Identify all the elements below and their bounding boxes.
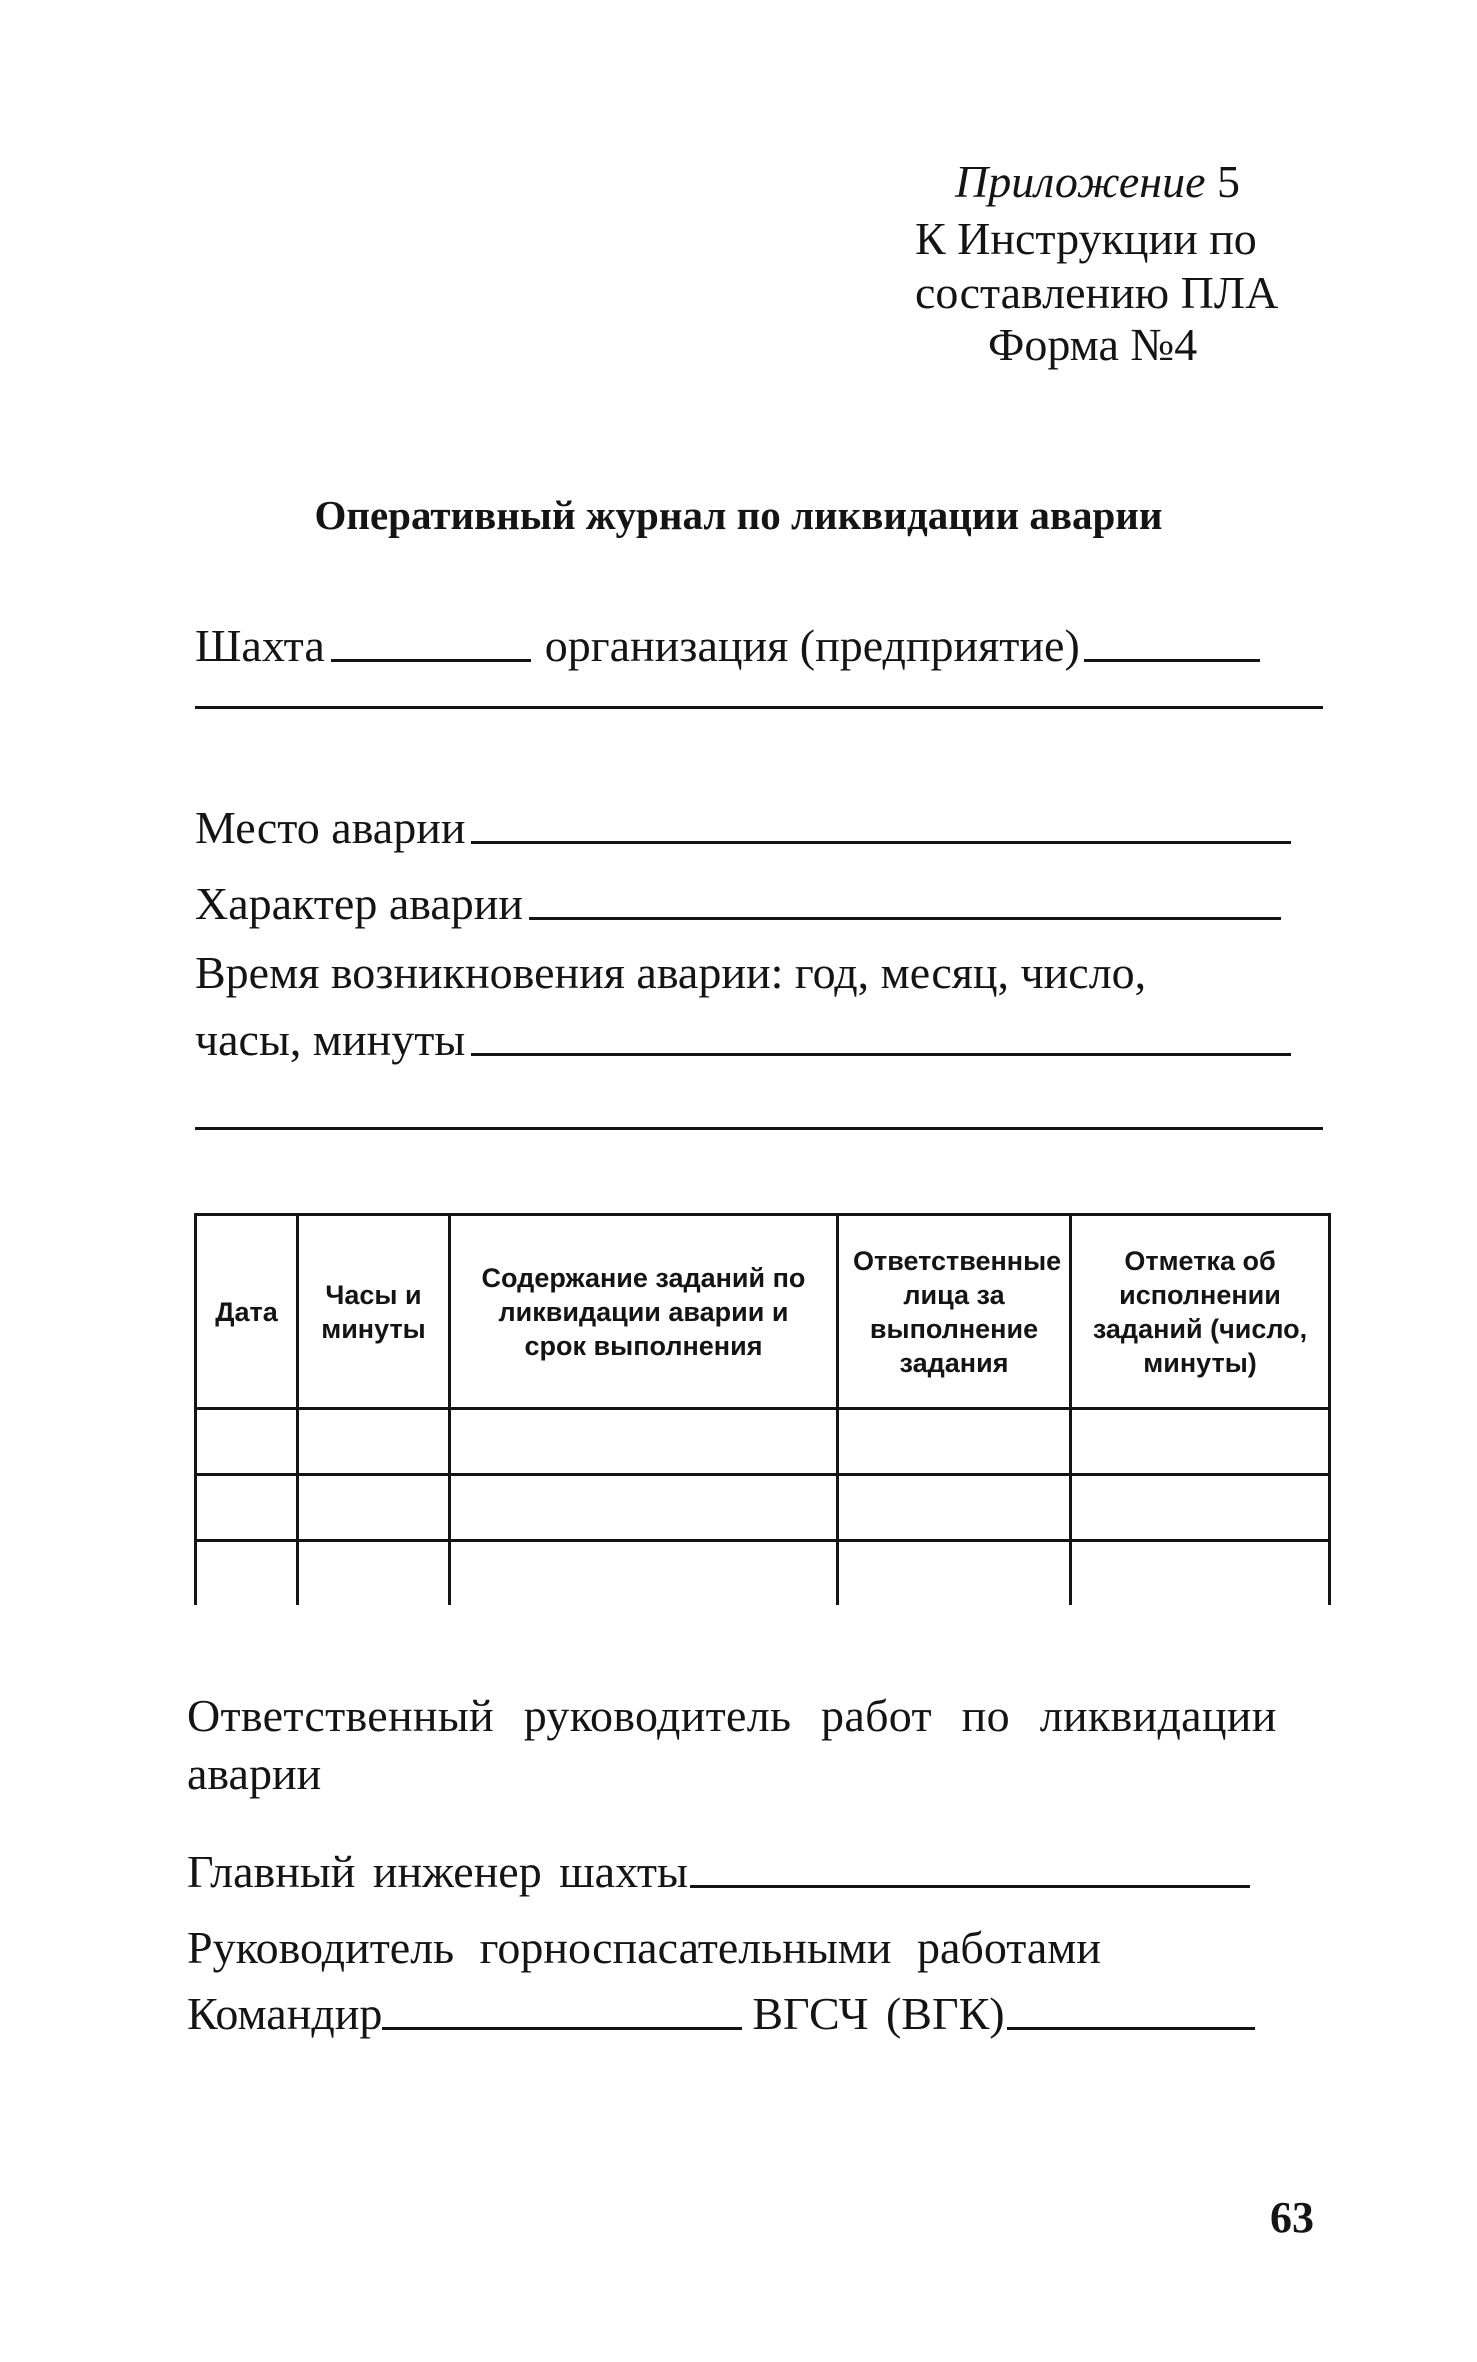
vgsch-label: ВГСЧ (ВГК) [752, 1988, 1005, 2039]
table-cell[interactable] [298, 1409, 450, 1475]
place-label: Место аварии [195, 802, 466, 853]
page-number: 63 [1270, 2193, 1314, 2242]
form-number: Форма №4 [988, 319, 1198, 370]
table-cell[interactable] [450, 1541, 838, 1606]
rescue-head-line: Руководитель горноспасательными работами [187, 1922, 1102, 1973]
instruction-ref-line: К Инструкции по [915, 213, 1257, 264]
col-time-header: Часы и минуты [298, 1215, 450, 1409]
org-blank [1084, 659, 1260, 662]
table-cell[interactable] [450, 1409, 838, 1475]
col-responsible-header: Ответственные лица за выполнение задания [838, 1215, 1071, 1409]
table-row [196, 1475, 1330, 1541]
table-row [196, 1541, 1330, 1606]
nature-blank [529, 917, 1281, 920]
commander-label: Командир [187, 1988, 383, 2039]
table-cell[interactable] [838, 1409, 1071, 1475]
log-table [194, 1213, 1331, 1605]
time-blank [471, 1053, 1291, 1056]
commander-line [187, 1986, 1255, 2042]
page-title: Оперативный журнал по ликвидации аварии [314, 492, 1163, 538]
table-cell[interactable] [298, 1475, 450, 1541]
commander-blank [382, 2027, 742, 2030]
chief-engineer-blank [690, 1885, 1250, 1888]
mine-blank [331, 659, 531, 662]
table-header-row [196, 1215, 1330, 1409]
table-cell[interactable] [450, 1475, 838, 1541]
responsible-line-1: Ответственный руководитель работ по ликвидации [187, 1690, 1277, 1741]
appendix-heading [955, 155, 1240, 209]
nature-line [195, 876, 1281, 932]
appendix-label: Приложение [955, 156, 1206, 207]
time-line-2 [195, 1012, 1291, 1068]
responsible-line-2: аварии [187, 1748, 322, 1799]
instruction-ref-line-2: составлению ПЛА [915, 267, 1279, 318]
table-cell[interactable] [1071, 1541, 1330, 1606]
mine-label: Шахта [195, 620, 325, 671]
vgsch-blank [1007, 2027, 1255, 2030]
place-blank [471, 841, 1291, 844]
chief-engineer-label: Главный инженер шахты [187, 1846, 688, 1897]
nature-label: Характер аварии [195, 878, 523, 929]
col-date-header: Дата [196, 1215, 298, 1409]
chief-engineer-line [187, 1844, 1250, 1900]
org-label: организация (предприятие) [544, 620, 1080, 671]
time-label-2: часы, минуты [195, 1014, 466, 1065]
table-cell[interactable] [838, 1475, 1071, 1541]
table-cell[interactable] [196, 1541, 298, 1606]
place-line [195, 800, 1291, 856]
table-cell[interactable] [298, 1541, 450, 1606]
table-cell[interactable] [196, 1475, 298, 1541]
time-label-1: Время возникновения аварии: год, месяц, число, [195, 947, 1147, 998]
mine-org-line [195, 618, 1260, 674]
table-row [196, 1409, 1330, 1475]
time-line-1 [195, 945, 1146, 1001]
table-cell[interactable] [196, 1409, 298, 1475]
appendix-number: 5 [1217, 156, 1241, 207]
table-cell[interactable] [1071, 1475, 1330, 1541]
col-task-header: Содержание заданий по ликвидации аварии и срок выполнения [450, 1215, 838, 1409]
col-mark-header: Отметка об исполнении заданий (число, минуты) [1071, 1215, 1330, 1409]
table-cell[interactable] [1071, 1409, 1330, 1475]
blank-line-2 [195, 1127, 1323, 1130]
table-cell[interactable] [838, 1541, 1071, 1606]
blank-line-1 [195, 706, 1323, 709]
